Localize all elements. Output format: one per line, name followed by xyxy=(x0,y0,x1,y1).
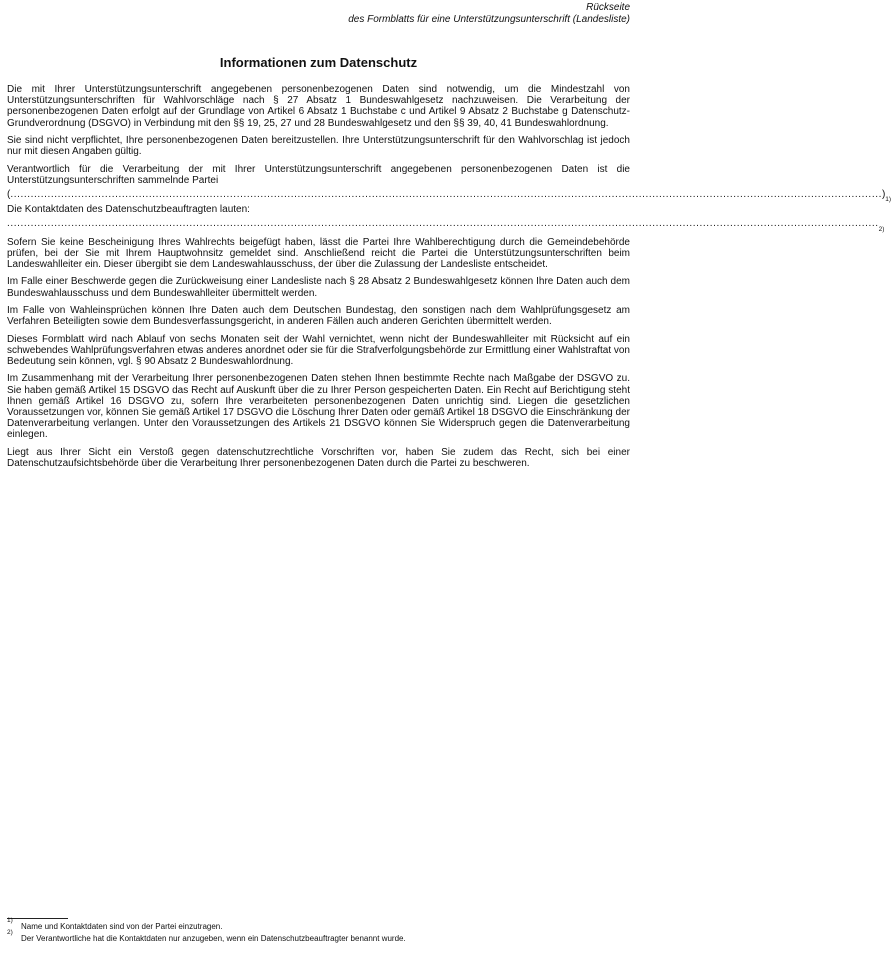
contact-dotted-field: .................................................................................................................................................................................................................................................................. xyxy=(7,218,879,230)
document-body xyxy=(7,84,891,469)
header-line-2: des Formblatts für eine Unterstützungsunterschrift (Landesliste) xyxy=(348,14,630,25)
contact-fill-line: .................................................................................................................................................................................................................................................................. 2) xyxy=(7,218,885,233)
contact-label: Die Kontaktdaten des Datenschutzbeauftragten lauten: xyxy=(7,204,250,216)
paragraph-eligibility-check: Sofern Sie keine Bescheinigung Ihres Wahlrechts beigefügt haben, lässt die Partei Ihre Wahlberechtigung durch die Gemeindebehörde prüfen, bei der Sie mit Ihrem Hauptwohnsitz gemeldet sind. Anschließend reicht die Partei die Unterstützungsunterschriften beim Landeswahlleiter ein. Dieser übergibt sie dem Landeswahlausschuss, der über die Zulassung der Landesliste entscheidet. xyxy=(7,236,630,271)
paragraph-voluntary: Sie sind nicht verpflichtet, Ihre personenbezogenen Daten bereitzustellen. Ihre Unterstützungsunterschrift für den Wahlvorschlag ist jedoch nur mit diesen Angaben gültig. xyxy=(7,135,630,158)
page-header xyxy=(7,0,630,26)
paragraph-destruction: Dieses Formblatt wird nach Ablauf von sechs Monaten seit der Wahl vernichtet, wenn nicht der Bundeswahlleiter mit Rücksicht auf ein schwebendes Wahlprüfungsverfahren etwas anderes anordnet oder sie für die Strafverfolgungsbehörde zur Ermittlung einer Wahlstraftat von Bedeutung sein können, vgl. § 90 Absatz 2 Bundeswahlordnung. xyxy=(7,333,630,367)
party-close-paren: ) xyxy=(881,189,886,200)
footnote-1 xyxy=(7,917,630,933)
paragraph-election-objections: Im Falle von Wahleinsprüchen können Ihre Daten auch dem Deutschen Bundestag, den sonstigen nach dem Wahlprüfungsgesetz am Verfahren Beteiligten sowie dem Bundesverfassungsgericht, in anderen Fällen auch anderen Gerichten übermittelt werden. xyxy=(7,305,630,328)
paragraph-responsible: Verantwortlich für die Verarbeitung der mit Ihrer Unterstützungsunterschrift angegebenen personenbezogenen Daten ist die Unterstützungsunterschriften sammelnde Partei xyxy=(7,163,630,186)
footnote-2-mark: 2) xyxy=(7,928,13,936)
footnote-2 xyxy=(7,928,630,945)
paragraph-supervisory-authority: Liegt aus Ihrer Sicht ein Verstoß gegen datenschutzrechtliche Vorschriften vor, haben Sie zudem das Recht, sich bei einer Datenschutzaufsichtsbehörde über die Verarbeitung Ihrer personenbezogenen Daten durch die Partei zu beschweren. xyxy=(7,446,630,469)
party-dotted-field: .................................................................................................................................................................................................................................................................. xyxy=(10,189,882,200)
party-open-paren: ( xyxy=(7,189,11,200)
footnote-2-text: Der Verantwortliche hat die Kontaktdaten nur anzugeben, wenn ein Datenschutzbeauftragter benannt wurde. xyxy=(21,933,406,943)
page-title: Informationen zum Datenschutz xyxy=(219,55,418,70)
paragraph-complaint: Im Falle einer Beschwerde gegen die Zurückweisung einer Landesliste nach § 28 Absatz 2 Bundeswahlgesetz können Ihre Daten auch dem Bundeswahlausschuss und dem Bundeswahlleiter übermittelt werden. xyxy=(7,276,630,299)
footnote-1-text: Name und Kontaktdaten sind von der Partei einzutragen. xyxy=(21,922,223,931)
paragraph-rights: Im Zusammenhang mit der Verarbeitung Ihrer personenbezogenen Daten stehen Ihnen bestimmte Rechte nach Maßgabe der DSGVO zu. Sie haben gemäß Artikel 15 DSGVO das Recht auf Auskunft über die zu Ihrer Person gespeicherten Daten. Ein Recht auf Berichtigung steht Ihnen gemäß Artikel 16 DSGVO zu, sofern Ihre verarbeiteten personenbezogenen Daten unrichtig sind. Liegen die gesetzlichen Voraussetzungen vor, können Sie gemäß Artikel 17 DSGVO die Löschung Ihrer Daten oder gemäß Artikel 18 DSGVO die Einschränkung der Datenverarbeitung verlangen. Unter den Voraussetzungen des Artikels 21 DSGVO können Sie Widerspruch gegen die Datenverarbeitung einlegen. xyxy=(7,373,630,441)
header-line-1: Rückseite xyxy=(586,2,630,13)
footnote-divider xyxy=(7,918,68,919)
paragraph-legal-basis: Die mit Ihrer Unterstützungsunterschrift angegebenen personenbezogenen Daten sind notwendig, um die Mindestzahl von Unterstützungsunterschriften für Wahlvorschläge nach § 27 Absatz 1 Bundeswahlgesetz nachzuweisen. Die Verarbeitung der personenbezogenen Daten erfolgt auf der Grundlage von Artikel 6 Absatz 1 Buchstabe c und Artikel 9 Absatz 2 Buchstabe g Datenschutz-Grundverordnung (DSGVO) in Verbindung mit den §§ 19, 25, 27 und 28 Bundeswahlgesetz und den §§ 39, 40, 41 Bundeswahlordnung. xyxy=(7,84,630,129)
footnote-1-mark: 1) xyxy=(7,917,13,924)
party-fill-line: ( .................................................................................................................................................................................................................................................................. ) 1) xyxy=(7,189,891,204)
footnotes xyxy=(7,918,630,944)
